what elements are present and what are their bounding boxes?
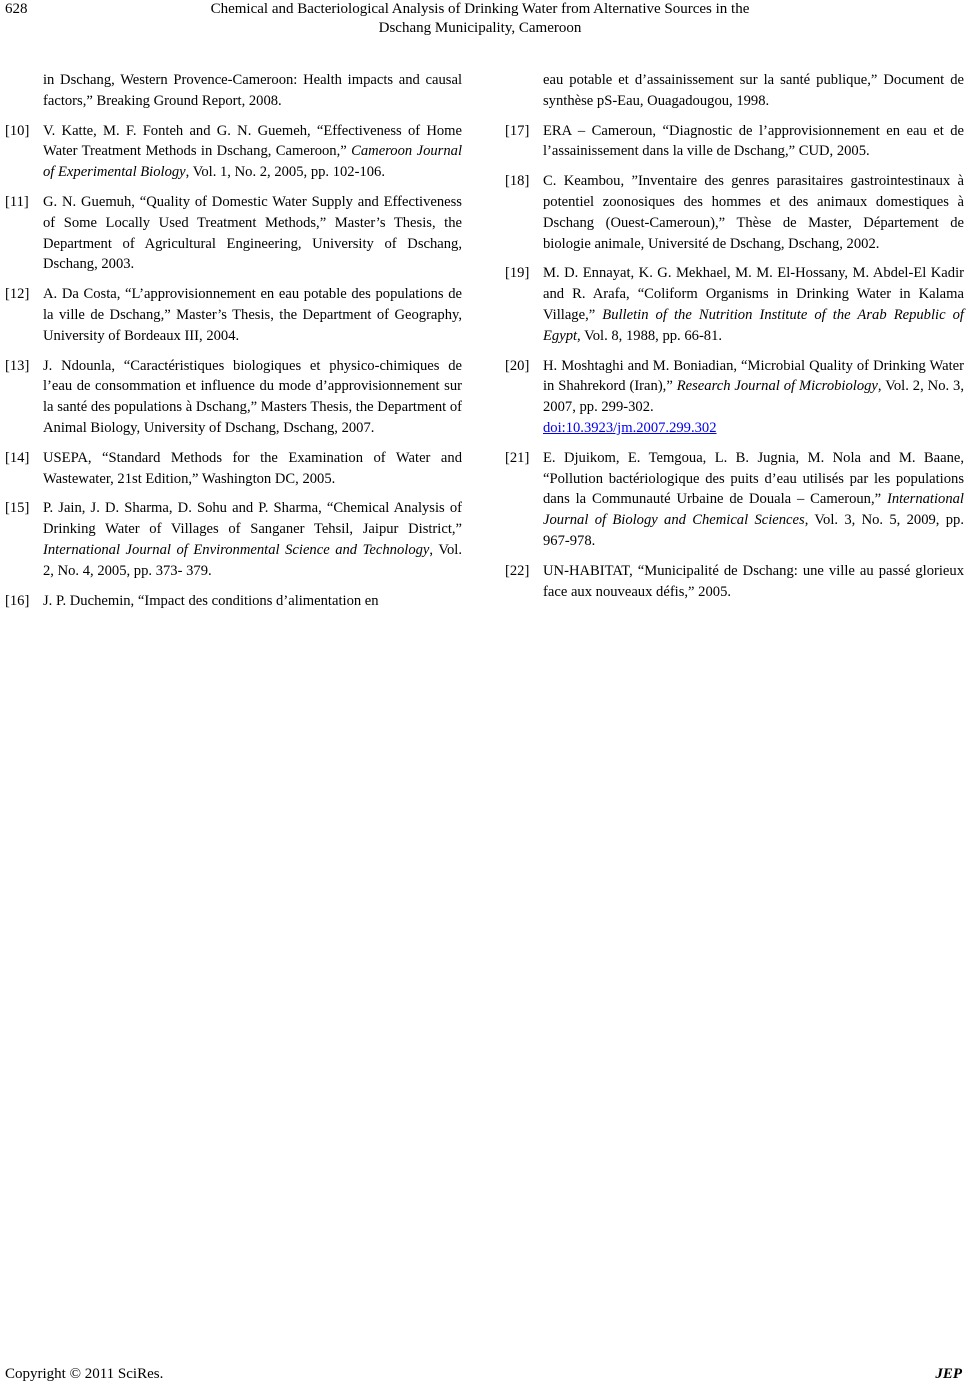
reference-item [505,121,964,163]
journal-title: Research Journal of Microbiology [676,378,878,395]
journal-abbreviation: JEP [935,1366,962,1382]
reference-number: [16] [5,592,30,609]
reference-citation: J. Ndounla, “Caractéristiques biologiques et physico-chimiques de l’eau de consommation et influence du mode d’approvisionnement sur la santé des populations à Dschang,” Masters Thesis, the Department of Animal Biology, University of Dschang, Dschang, 2007. [43,357,462,436]
reference-details: , Vol. 2, No. 3, 2007, pp. 299-302. [543,378,964,416]
reference-number: [14] [5,449,30,466]
reference-number: [22] [505,562,530,579]
header-title-line-2: Dschang Municipality, Cameroon [378,20,582,36]
reference-text [543,171,964,254]
reference-citation: C. Keambou, ”Inventaire des genres parasitaires gastrointestinaux à potentiel zoonosiques des hommes et des animaux domestiques à Dschang (Ouest-Cameroun),” Thèse de Master, Département de biologie animale, Université de Dschang, Dschang, 2002. [543,173,964,252]
reference-item [5,591,462,612]
reference-citation: G. N. Guemuh, “Quality of Domestic Water Supply and Effectiveness of Some Locally Used Treatment Methods,” Master’s Thesis, the Department of Agricultural Engineering, University of Dschang, Dschang, 2003. [43,193,462,273]
reference-item [5,356,462,439]
reference-citation: ERA – Cameroun, “Diagnostic de l’approvisionnement en eau et de l’assainissement dans la ville de Dschang,” CUD, 2005. [543,122,964,160]
doi-link[interactable]: doi:10.3923/jm.2007.299.302 [543,419,717,436]
reference-text [43,498,462,581]
reference-item [5,448,462,490]
journal-title: International Journal of Environmental Science and Technology [43,541,430,558]
reference-continuation: eau potable et d’assainissement sur la santé publique,” Document de synthèse pS-Eau, Ouagadougou, 1998. [543,72,964,109]
reference-text [43,284,462,346]
reference-citation: P. Jain, J. D. Sharma, D. Sohu and P. Sharma, “Chemical Analysis of Drinking Water of Villages of Sanganer Tehsil, Jaipur District,” [43,500,462,538]
reference-text [43,448,462,490]
reference-list-left [5,121,462,612]
left-column [5,70,462,620]
journal-title: International Journal of Biology and Chemical Sciences [543,491,964,529]
reference-number: [18] [505,173,530,190]
reference-text [543,561,964,603]
reference-citation: E. Djuikom, E. Temgoua, L. B. Jugnia, M. Nola and M. Baane, “Pollution bactériologique des puits d’eau utilisés par les populations dans la Communauté Urbaine de Douala – Cameroun,” [543,449,964,508]
reference-number: [10] [5,122,30,139]
reference-citation: USEPA, “Standard Methods for the Examination of Water and Wastewater, 21st Edition,” Washington DC, 2005. [43,449,462,487]
reference-citation: V. Katte, M. F. Fonteh and G. N. Guemeh, “Effectiveness of Home Water Treatment Methods in Dschang, Cameroon,” [43,122,462,160]
reference-details: , Vol. 8, 1988, pp. 66-81. [577,327,723,344]
reference-item [505,356,964,439]
reference-text [43,192,462,275]
reference-item [5,192,462,275]
reference-details: , Vol. 3, No. 5, 2009, pp. 967-978. [543,512,964,549]
journal-title: Cameroon Journal of Experimental Biology [43,143,462,181]
reference-text [543,448,964,552]
reference-item [5,121,462,183]
reference-item [5,284,462,346]
reference-item [505,561,964,603]
reference-number: [17] [505,122,530,139]
reference-text [543,356,964,439]
reference-text [43,121,462,183]
copyright-notice: Copyright © 2011 SciRes. [5,1366,164,1382]
reference-number: [15] [5,500,30,517]
reference-text [43,591,462,612]
reference-number: [12] [5,286,30,303]
reference-citation: H. Moshtaghi and M. Boniadian, “Microbial Quality of Drinking Water in Shahrekord (Iran),” [543,357,964,395]
reference-number: [19] [505,265,530,282]
reference-number: [20] [505,357,530,374]
journal-title: Bulletin of the Nutrition Institute of the Arab Republic of Egypt [543,306,964,344]
reference-text [43,356,462,439]
reference-details: , Vol. 2, No. 4, 2005, pp. 373- 379. [43,541,462,579]
reference-item [505,263,964,346]
header-title-line-1: Chemical and Bacteriological Analysis of Drinking Water from Alternative Sources in the [210,1,750,17]
reference-item [505,171,964,254]
reference-number: [21] [505,449,530,466]
reference-list-right [505,121,964,603]
page-number: 628 [5,1,28,17]
reference-item [505,448,964,552]
reference-number: [13] [5,357,30,374]
reference-citation: J. P. Duchemin, “Impact des conditions d’alimentation en [43,592,379,609]
running-header [120,0,840,38]
reference-text [543,121,964,163]
reference-item [5,498,462,581]
reference-citation: M. D. Ennayat, K. G. Mekhael, M. M. El-Hossany, M. Abdel-El Kadir and R. Arafa, “Coliform Organisms in Drinking Water in Kalama Village,” [543,265,964,323]
reference-citation: A. Da Costa, “L’approvisionnement en eau potable des populations de la ville de Dschang,” Master’s Thesis, the Department of Geography, University of Bordeaux III, 2004. [43,286,462,344]
reference-text [543,263,964,346]
reference-citation: UN-HABITAT, “Municipalité de Dschang: une ville au passé glorieux face aux nouveaux défis,” 2005. [543,562,964,600]
reference-number: [11] [5,193,29,210]
reference-continuation: in Dschang, Western Provence-Cameroon: Health impacts and causal factors,” Breaking Ground Report, 2008. [43,72,462,109]
right-column [505,70,964,611]
reference-details: , Vol. 1, No. 2, 2005, pp. 102-106. [185,164,385,181]
